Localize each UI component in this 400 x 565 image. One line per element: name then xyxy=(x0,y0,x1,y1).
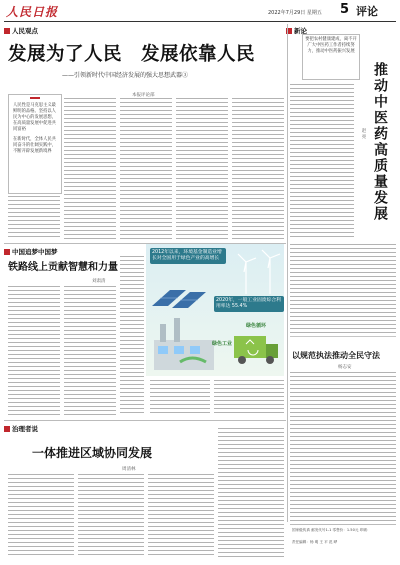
main-byline: 本报评论部 xyxy=(132,93,155,98)
main-body-col-2 xyxy=(64,98,116,240)
pullquote-text: 人民性是马克思主义最鲜明的品格。坚持以人民为中心的发展思想，在高质量发展中促进共同富裕 xyxy=(13,103,56,132)
recycle-truck-illustration xyxy=(230,328,282,372)
label-recycling: 绿色循环 xyxy=(246,323,267,329)
side-body-col-2 xyxy=(290,244,396,336)
rail-body-col-3 xyxy=(120,256,144,416)
region-body-col-3 xyxy=(148,474,214,558)
pullquote-top-rule xyxy=(30,97,40,99)
wind-turbine-illustration xyxy=(232,248,282,294)
rail-body-col-2 xyxy=(64,286,116,416)
side-quote-text: 要把农村健康建成，离不开广大中医药工作者持续努力，推动中医药振兴发展 xyxy=(305,37,357,55)
law-byline: 杨志安 xyxy=(338,365,352,370)
rail-body-col-5 xyxy=(214,380,284,416)
footer-rule xyxy=(290,524,396,525)
region-body-col-2 xyxy=(78,474,144,558)
rail-body-col-1 xyxy=(8,286,60,416)
pullquote-text-2: 在新时代，全体人民共同奋斗的壮阔实践中，不断开辟发展新境界 xyxy=(13,137,56,154)
region-body-col-1 xyxy=(8,474,74,558)
rail-body-col-4 xyxy=(150,380,210,416)
rail-byline: 刘肃清 xyxy=(92,279,106,284)
masthead-rule xyxy=(4,21,396,22)
region-headline: 一体推进区域协同发展 xyxy=(32,446,153,460)
region-byline: 周清林 xyxy=(122,467,136,472)
infographic xyxy=(146,244,284,376)
section-tag-newtheory: 新论 xyxy=(286,26,307,35)
footer-line-1: 国家级传真 邮发代号1-1 零售价：1.50元 印刷： xyxy=(292,528,371,532)
main-body-col-5 xyxy=(232,98,284,240)
section-tag-chinadream: 中国追梦中国梦 xyxy=(4,247,58,256)
section-tag-rule-of-law: 治理者说 xyxy=(4,424,38,433)
main-body-col-4 xyxy=(176,98,228,240)
main-subtitle: ——引领新时代中国经济发展的强大思想武器③ xyxy=(62,72,189,79)
label-green-industry: 绿色工业 xyxy=(212,341,233,347)
side-byline: 赵 亮 xyxy=(361,128,366,139)
law-photo-caption xyxy=(290,336,396,340)
section-tag-viewpoint: 人民观点 xyxy=(4,26,38,35)
rule-lower xyxy=(4,420,286,421)
side-headline: 推动中医药高质量发展 xyxy=(372,62,388,222)
rule-right-column xyxy=(287,24,288,522)
side-body-col-1 xyxy=(290,84,354,240)
factory-illustration xyxy=(150,310,220,370)
pullquote-box xyxy=(8,94,62,194)
solar-panel-illustration xyxy=(150,284,210,312)
main-body-col-1 xyxy=(8,196,60,240)
main-headline: 发展为了人民 发展依靠人民 xyxy=(8,44,256,65)
region-body-col-4 xyxy=(218,428,284,558)
newspaper-logo: 人民日报 xyxy=(6,5,59,19)
masthead xyxy=(0,0,400,22)
page-name: 评论 xyxy=(356,5,378,18)
footer-line-2: 责任编辑：杨 明 王 平 范 晔 xyxy=(292,540,338,544)
page-number: 5 xyxy=(340,2,350,17)
issue-date: 2022年7月29日 星期五 xyxy=(268,10,322,16)
rail-headline: 铁路线上贡献智慧和力量 xyxy=(8,262,118,273)
law-body xyxy=(290,372,396,522)
side-quote-box xyxy=(302,34,360,80)
law-headline: 以规范执法推动全民守法 xyxy=(292,350,380,360)
infographic-caption-2: 2020年，一般工业固废综合利用率达 55.4% xyxy=(214,296,284,312)
infographic-caption-1: 2012年以来，环境基金制造业增长对全国用于绿色产业的高增长 xyxy=(150,248,226,264)
main-body-col-3 xyxy=(120,98,172,240)
